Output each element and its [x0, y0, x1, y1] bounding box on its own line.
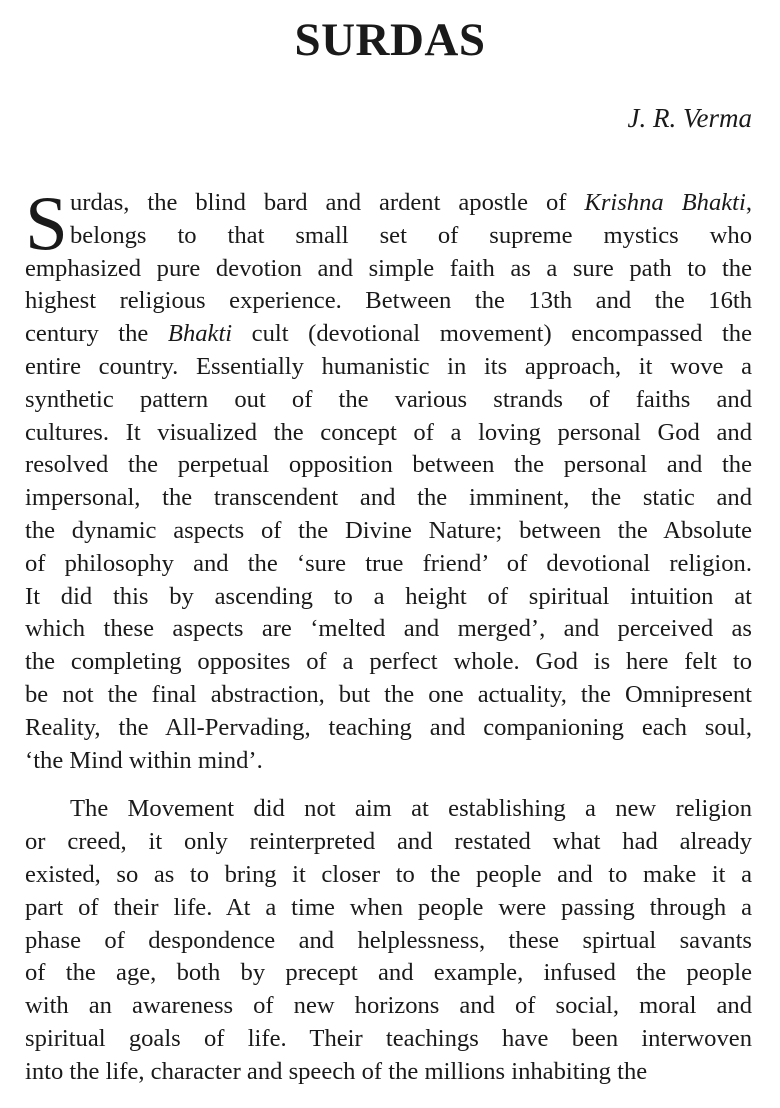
text-line	[25, 1056, 752, 1089]
text-segment: existed, so as to bring it closer to the people and to make it a	[25, 860, 752, 888]
text-segment: cult (devotional movement) encompassed the	[232, 320, 752, 348]
text-line	[25, 581, 752, 614]
italic-term: Krishna Bhakti	[584, 189, 746, 216]
text-segment: century the	[25, 320, 168, 348]
text-line	[25, 892, 752, 925]
text-segment: spiritual goals of life. Their teachings have been interwoven	[25, 1024, 752, 1052]
text-line	[25, 187, 752, 220]
text-segment: cultures. It visualized the concept of a loving personal God and	[25, 418, 752, 446]
text-line	[25, 793, 752, 826]
article-body	[25, 180, 752, 1089]
text-segment: into the life, character and speech of the millions inhabiting the	[25, 1057, 648, 1085]
paragraph-2	[25, 793, 752, 1088]
text-segment: resolved the perpetual opposition between the personal and the	[25, 451, 752, 479]
text-line	[25, 515, 752, 548]
text-segment: the dynamic aspects of the Divine Nature; between the Absolute	[25, 516, 752, 544]
text-segment: The Movement did not aim at establishing a new religion	[70, 795, 752, 823]
text-line	[25, 990, 752, 1023]
text-segment: ‘the Mind within mind’.	[25, 746, 263, 774]
text-line	[25, 285, 752, 318]
text-line	[25, 220, 752, 253]
text-line	[25, 449, 752, 482]
text-line	[25, 859, 752, 892]
text-segment: urdas, the blind bard and ardent apostle of	[70, 189, 585, 216]
text-segment: entire country. Essentially humanistic in its approach, it wove a	[25, 352, 752, 380]
text-segment: highest religious experience. Between the 13th and the 16th	[25, 287, 752, 315]
text-segment: Reality, the All-Pervading, teaching and companioning each soul,	[25, 713, 752, 741]
text-segment: with an awareness of new horizons and of social, moral and	[25, 992, 752, 1020]
text-line	[25, 548, 752, 581]
italic-term: Bhakti	[167, 320, 233, 348]
text-line	[25, 679, 752, 712]
text-segment: impersonal, the transcendent and the imminent, the static and	[25, 484, 752, 512]
text-segment: phase of despondence and helplessness, these spirtual savants	[25, 926, 752, 954]
text-line	[25, 613, 752, 646]
text-line	[25, 957, 752, 990]
text-segment: part of their life. At a time when people were passing through a	[25, 893, 752, 921]
text-segment: which these aspects are ‘melted and merged’, and perceived as	[25, 615, 752, 643]
drop-cap: S	[25, 180, 68, 266]
text-line	[25, 482, 752, 515]
text-line	[25, 646, 752, 679]
text-line	[25, 253, 752, 286]
text-segment: ,	[745, 189, 752, 216]
author-name: J. R. Verma	[627, 103, 752, 133]
text-segment: emphasized pure devotion and simple faith as a sure path to the	[25, 254, 752, 282]
text-line	[25, 712, 752, 745]
text-line	[25, 417, 752, 450]
text-line	[25, 745, 752, 778]
text-segment: or creed, it only reinterpreted and restated what had already	[25, 828, 752, 856]
text-line	[25, 826, 752, 859]
text-line	[25, 1023, 752, 1056]
text-line	[25, 925, 752, 958]
text-segment: belongs to that small set of supreme mystics who	[70, 221, 752, 249]
text-line	[25, 351, 752, 384]
text-segment: be not the final abstraction, but the one actuality, the Omnipresent	[25, 680, 752, 708]
text-line	[25, 318, 752, 351]
text-segment: the completing opposites of a perfect whole. God is here felt to	[25, 648, 752, 676]
paragraph-1	[25, 180, 752, 777]
text-line	[25, 384, 752, 417]
text-segment: of philosophy and the ‘sure true friend’ of devotional religion.	[25, 549, 752, 577]
text-segment: synthetic pattern out of the various strands of faiths and	[25, 385, 752, 413]
page-title: SURDAS	[294, 14, 486, 66]
text-segment: It did this by ascending to a height of spiritual intuition at	[25, 582, 752, 610]
text-segment: of the age, both by precept and example, infused the people	[25, 959, 752, 987]
